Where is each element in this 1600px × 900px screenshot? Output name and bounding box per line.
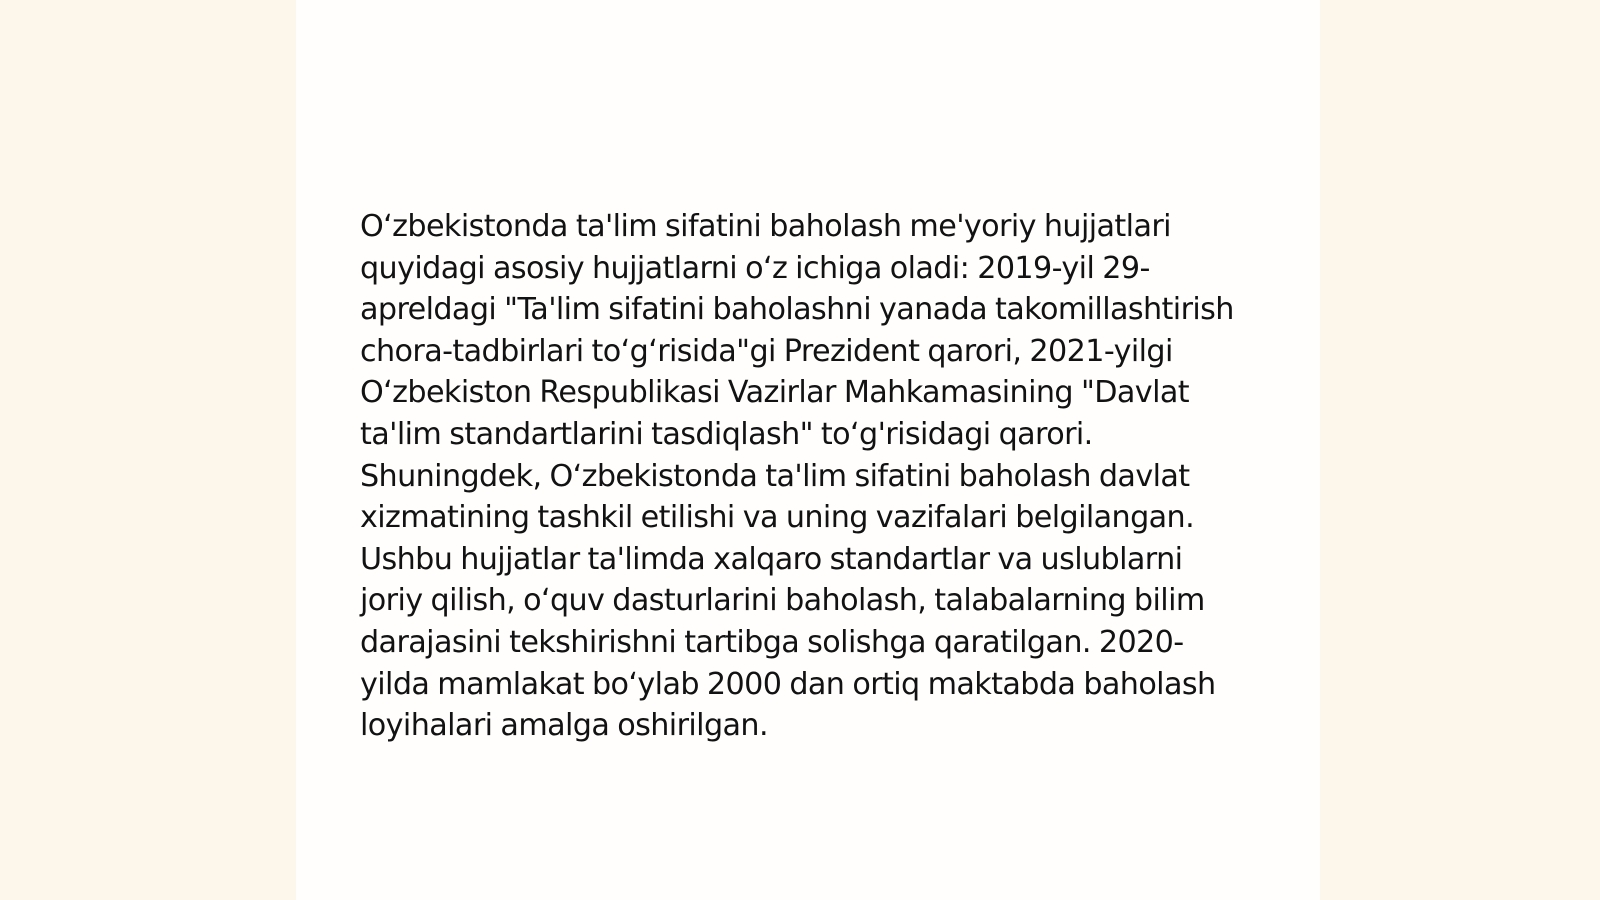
- body-paragraph: O‘zbekistonda ta'lim sifatini baholash me'yoriy hujjatlari quyidagi asosiy hujjatlarni o‘z ichiga oladi: 2019-yil 29-apreldagi "Ta'lim sifatini baholashni yanada takomillashtirish chora-tadbirlari to‘g‘risida"gi Prezident qarori, 2021-yilgi O‘zbekiston Respublikasi Vazirlar Mahkamasining "Davlat ta'lim standartlarini tasdiqlash" to‘g'risidagi qarori. Shuningdek, O‘zbekistonda ta'lim sifatini baholash davlat xizmatining tashkil etilishi va uning vazifalari belgilangan. Ushbu hujjatlar ta'limda xalqaro standartlar va uslublarni joriy qilish, o‘quv dasturlarini baholash, talabalarning bilim darajasini tekshirishni tartibga solishga qaratilgan. 2020-yilda mamlakat bo‘ylab 2000 dan ortiq maktabda baholash loyihalari amalga oshirilgan.: [360, 209, 1234, 744]
- document-page: [296, 0, 1320, 900]
